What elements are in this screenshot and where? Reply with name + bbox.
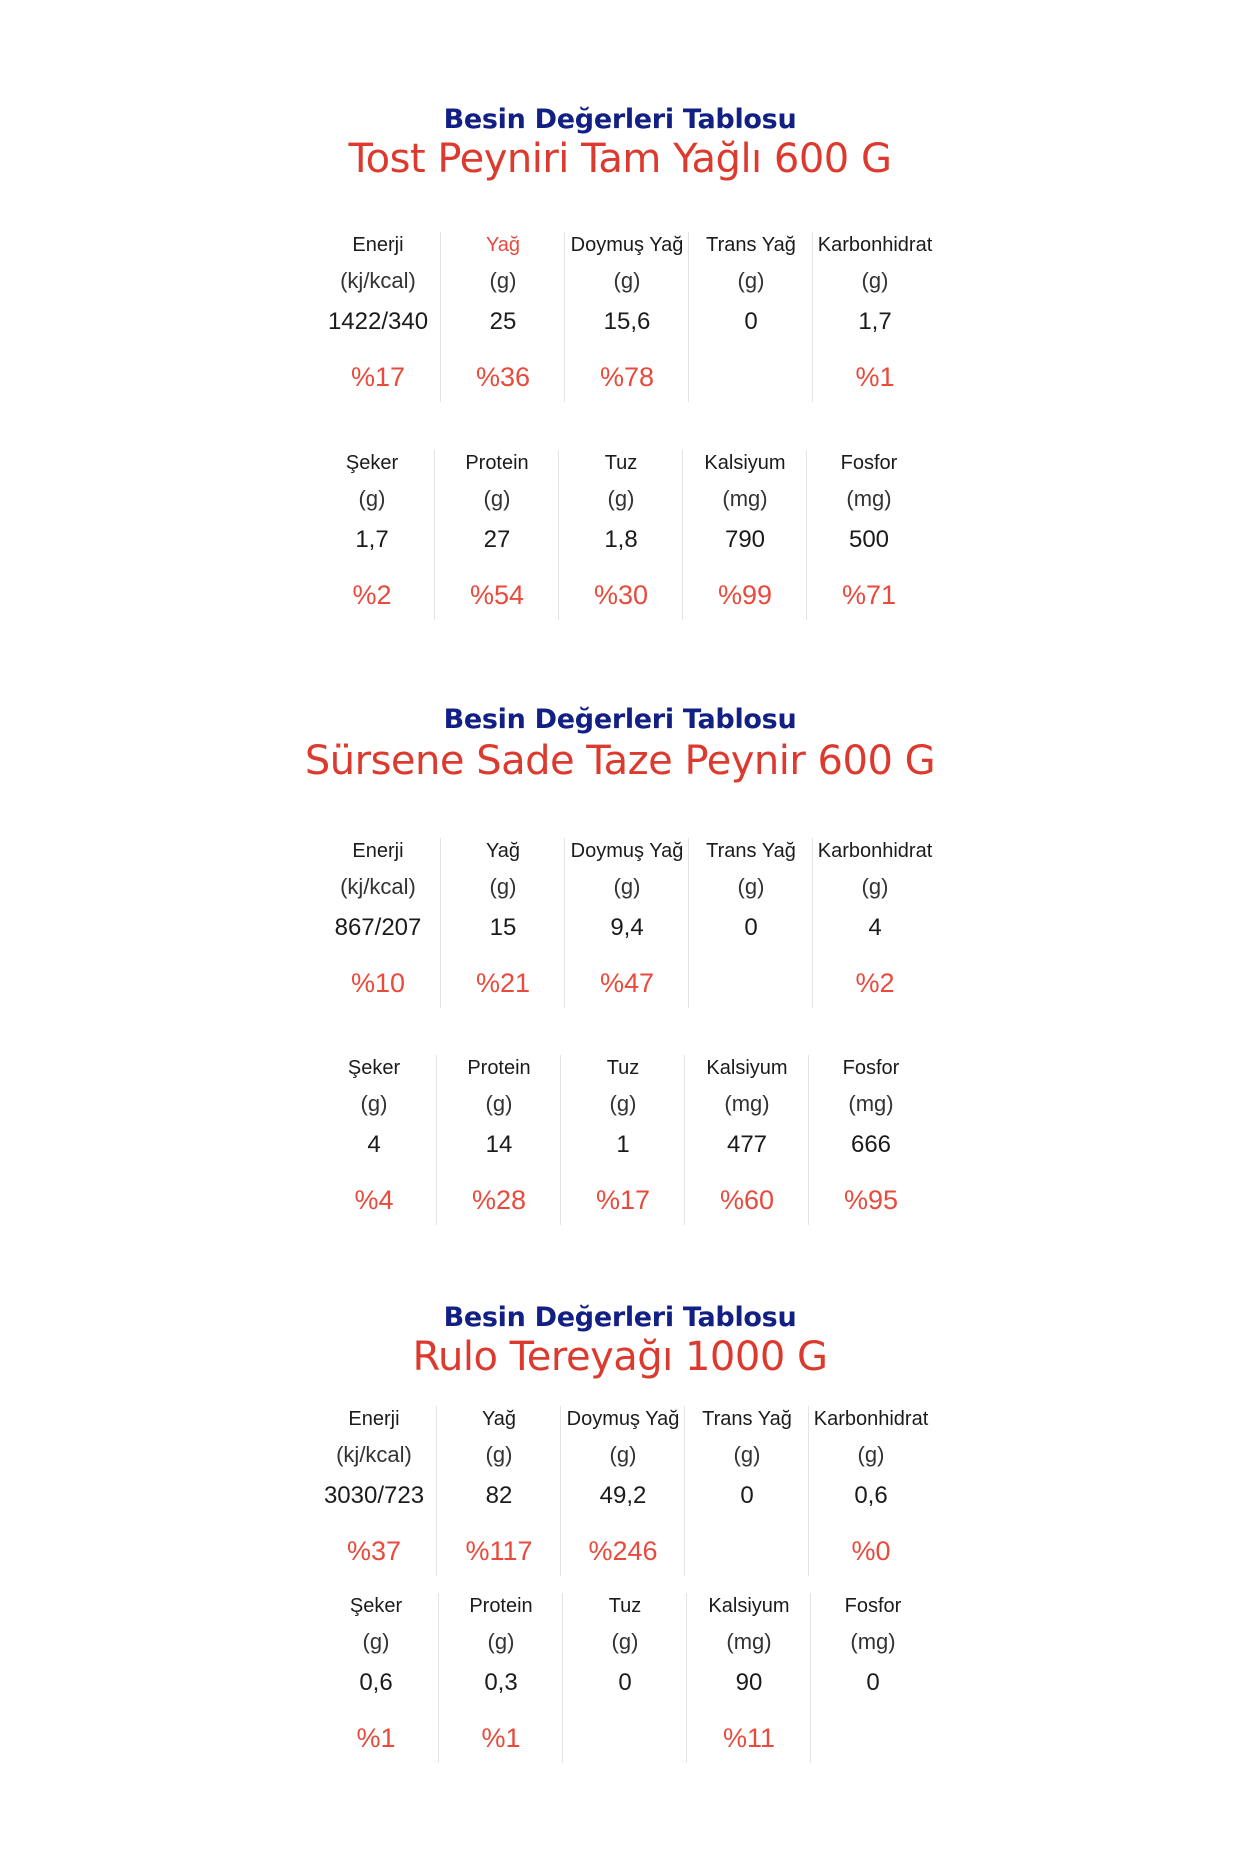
nutrient-value: 15 bbox=[489, 914, 517, 941]
nutrient-unit: (g) bbox=[609, 1442, 637, 1467]
nutrient-value: 0 bbox=[866, 1669, 880, 1696]
nutrient-value: 500 bbox=[848, 526, 890, 553]
nutrient-name: Enerji bbox=[352, 234, 404, 256]
nutrient-name: Protein bbox=[465, 452, 529, 474]
nutrient-percent: %47 bbox=[599, 968, 655, 998]
nutrient-cell-enerji bbox=[316, 232, 440, 402]
nutrient-percent: %117 bbox=[465, 1536, 533, 1566]
nutrient-value: 4 bbox=[868, 914, 882, 941]
nutrient-percent: %78 bbox=[599, 362, 655, 392]
nutrient-value: 867/207 bbox=[334, 914, 422, 941]
nutrient-percent: %95 bbox=[843, 1185, 899, 1215]
nutrient-percent: %246 bbox=[588, 1536, 658, 1566]
nutrient-cell-protein bbox=[434, 450, 559, 620]
nutrient-value: 27 bbox=[483, 526, 511, 553]
nutrient-name: Kalsiyum bbox=[704, 452, 786, 474]
nutrient-name: Karbonhidrat bbox=[817, 840, 933, 862]
nutrient-unit: (kj/kcal) bbox=[336, 1442, 412, 1467]
nutrient-cell-fosfor bbox=[806, 450, 931, 620]
nutrient-percent: %21 bbox=[475, 968, 531, 998]
nutrient-percent: %60 bbox=[719, 1185, 775, 1215]
nutrient-cell-doymus-yag bbox=[564, 232, 689, 402]
nutrient-value: 0,6 bbox=[359, 1669, 393, 1696]
nutrient-cell-protein bbox=[436, 1055, 561, 1225]
nutrient-name: Enerji bbox=[348, 1408, 400, 1430]
nutrient-unit: (g) bbox=[362, 1629, 390, 1654]
nutrient-unit: (g) bbox=[489, 874, 517, 899]
nutrient-cell-fosfor bbox=[808, 1055, 933, 1225]
nutrient-value: 49,2 bbox=[599, 1482, 647, 1509]
nutrient-value: 1,7 bbox=[355, 526, 389, 553]
nutrient-cell-fosfor bbox=[810, 1593, 935, 1763]
nutrient-value: 82 bbox=[485, 1482, 513, 1509]
nutrient-unit: (g) bbox=[609, 1091, 637, 1116]
nutrient-percent: %28 bbox=[471, 1185, 527, 1215]
nutrient-name: Fosfor bbox=[844, 1595, 902, 1617]
nutrient-value: 0 bbox=[744, 308, 758, 335]
nutrient-unit: (g) bbox=[613, 874, 641, 899]
nutrient-unit: (g) bbox=[737, 268, 765, 293]
nutrient-value: 3030/723 bbox=[323, 1482, 425, 1509]
nutrient-percent: %1 bbox=[481, 1723, 521, 1753]
nutrient-value: 790 bbox=[724, 526, 766, 553]
nutrient-percent: %1 bbox=[356, 1723, 396, 1753]
nutrient-percent: %10 bbox=[350, 968, 406, 998]
nutrient-percent: %2 bbox=[855, 968, 895, 998]
nutrient-unit: (g) bbox=[483, 486, 511, 511]
nutrient-cell-seker bbox=[314, 1593, 438, 1763]
nutrient-unit: (mg) bbox=[726, 1629, 772, 1654]
nutrient-cell-kalsiyum bbox=[686, 1593, 811, 1763]
nutrient-value: 14 bbox=[485, 1131, 513, 1158]
nutrient-percent: %37 bbox=[346, 1536, 402, 1566]
nutrient-name: Protein bbox=[469, 1595, 533, 1617]
nutrient-percent: %4 bbox=[354, 1185, 394, 1215]
nutrient-unit: (g) bbox=[358, 486, 386, 511]
nutrient-cell-doymus-yag bbox=[560, 1406, 685, 1576]
nutrient-name: Trans Yağ bbox=[706, 840, 796, 862]
nutrient-value: 1,8 bbox=[604, 526, 638, 553]
nutrient-cell-tuz bbox=[562, 1593, 687, 1763]
nutrient-unit: (g) bbox=[485, 1442, 513, 1467]
product-title: Sürsene Sade Taze Peynir 600 G bbox=[304, 738, 936, 784]
nutrient-percent: %1 bbox=[855, 362, 895, 392]
nutrient-percent: %0 bbox=[851, 1536, 891, 1566]
nutrient-percent: %54 bbox=[469, 580, 525, 610]
nutrient-unit: (mg) bbox=[722, 486, 768, 511]
nutrient-name: Trans Yağ bbox=[706, 234, 796, 256]
nutrient-value: 15,6 bbox=[603, 308, 651, 335]
nutrient-unit: (g) bbox=[733, 1442, 761, 1467]
nutrient-name: Trans Yağ bbox=[702, 1408, 792, 1430]
table-supertitle: Besin Değerleri Tablosu bbox=[443, 704, 797, 735]
nutrient-percent: %17 bbox=[350, 362, 406, 392]
nutrient-value: 1,7 bbox=[858, 308, 892, 335]
nutrient-unit: (g) bbox=[737, 874, 765, 899]
nutrient-name: Tuz bbox=[604, 452, 638, 474]
nutrient-cell-enerji bbox=[316, 838, 440, 1008]
nutrient-percent: %30 bbox=[593, 580, 649, 610]
nutrient-unit: (g) bbox=[607, 486, 635, 511]
nutrient-cell-yag bbox=[436, 1406, 561, 1576]
nutrient-name: Yağ bbox=[485, 840, 521, 862]
nutrient-unit: (g) bbox=[861, 874, 889, 899]
nutrient-value: 0,3 bbox=[484, 1669, 518, 1696]
nutrient-unit: (g) bbox=[611, 1629, 639, 1654]
nutrient-unit: (g) bbox=[485, 1091, 513, 1116]
nutrient-unit: (mg) bbox=[848, 1091, 894, 1116]
nutrient-unit: (g) bbox=[489, 268, 517, 293]
product-title: Rulo Tereyağı 1000 G bbox=[412, 1334, 828, 1380]
nutrient-cell-seker bbox=[312, 1055, 436, 1225]
nutrient-cell-karbonhidrat bbox=[808, 1406, 933, 1576]
nutrient-cell-doymus-yag bbox=[564, 838, 689, 1008]
nutrient-cell-yag bbox=[440, 232, 565, 402]
nutrient-value: 1422/340 bbox=[327, 308, 429, 335]
nutrient-value: 25 bbox=[489, 308, 517, 335]
nutrient-unit: (g) bbox=[857, 1442, 885, 1467]
nutrient-name: Doymuş Yağ bbox=[570, 840, 684, 862]
nutrient-cell-protein bbox=[438, 1593, 563, 1763]
nutrient-unit: (mg) bbox=[850, 1629, 896, 1654]
nutrient-unit: (g) bbox=[360, 1091, 388, 1116]
nutrient-cell-trans-yag bbox=[684, 1406, 809, 1576]
nutrient-value: 477 bbox=[726, 1131, 768, 1158]
nutrient-cell-trans-yag bbox=[688, 838, 813, 1008]
nutrient-name: Fosfor bbox=[840, 452, 898, 474]
nutrient-name: Şeker bbox=[345, 452, 399, 474]
nutrient-name: Karbonhidrat bbox=[813, 1408, 929, 1430]
nutrient-percent: %2 bbox=[352, 580, 392, 610]
nutrient-cell-yag bbox=[440, 838, 565, 1008]
nutrient-name: Karbonhidrat bbox=[817, 234, 933, 256]
nutrient-cell-karbonhidrat bbox=[812, 838, 937, 1008]
nutrient-name: Kalsiyum bbox=[706, 1057, 788, 1079]
nutrient-value: 4 bbox=[367, 1131, 381, 1158]
table-supertitle: Besin Değerleri Tablosu bbox=[443, 104, 797, 135]
nutrient-value: 0,6 bbox=[854, 1482, 888, 1509]
nutrient-cell-tuz bbox=[560, 1055, 685, 1225]
nutrient-name: Protein bbox=[467, 1057, 531, 1079]
nutrient-name: Şeker bbox=[349, 1595, 403, 1617]
nutrient-name: Yağ bbox=[485, 234, 521, 256]
nutrient-unit: (mg) bbox=[846, 486, 892, 511]
nutrient-value: 0 bbox=[744, 914, 758, 941]
nutrient-value: 9,4 bbox=[610, 914, 644, 941]
nutrient-unit: (g) bbox=[613, 268, 641, 293]
nutrient-cell-kalsiyum bbox=[684, 1055, 809, 1225]
nutrient-percent: %71 bbox=[841, 580, 897, 610]
nutrient-cell-kalsiyum bbox=[682, 450, 807, 620]
nutrient-unit: (g) bbox=[861, 268, 889, 293]
nutrient-percent: %11 bbox=[722, 1723, 776, 1753]
nutrient-cell-tuz bbox=[558, 450, 683, 620]
nutrient-value: 90 bbox=[735, 1669, 763, 1696]
nutrient-cell-trans-yag bbox=[688, 232, 813, 402]
nutrient-unit: (mg) bbox=[724, 1091, 770, 1116]
nutrient-name: Fosfor bbox=[842, 1057, 900, 1079]
nutrient-name: Enerji bbox=[352, 840, 404, 862]
nutrient-name: Şeker bbox=[347, 1057, 401, 1079]
nutrient-cell-seker bbox=[310, 450, 434, 620]
nutrient-name: Doymuş Yağ bbox=[566, 1408, 680, 1430]
product-title: Tost Peyniri Tam Yağlı 600 G bbox=[348, 136, 892, 182]
nutrient-name: Tuz bbox=[608, 1595, 642, 1617]
nutrient-unit: (g) bbox=[487, 1629, 515, 1654]
nutrient-percent: %36 bbox=[475, 362, 531, 392]
nutrient-name: Yağ bbox=[481, 1408, 517, 1430]
nutrient-cell-karbonhidrat bbox=[812, 232, 937, 402]
nutrient-unit: (kj/kcal) bbox=[340, 268, 416, 293]
nutrient-name: Kalsiyum bbox=[708, 1595, 790, 1617]
nutrient-percent: %99 bbox=[717, 580, 773, 610]
nutrient-percent: %17 bbox=[595, 1185, 651, 1215]
nutrient-value: 0 bbox=[740, 1482, 754, 1509]
nutrient-value: 666 bbox=[850, 1131, 892, 1158]
nutrient-cell-enerji bbox=[312, 1406, 436, 1576]
nutrient-name: Doymuş Yağ bbox=[570, 234, 684, 256]
table-supertitle: Besin Değerleri Tablosu bbox=[443, 1302, 797, 1333]
nutrient-value: 1 bbox=[616, 1131, 630, 1158]
nutrient-name: Tuz bbox=[606, 1057, 640, 1079]
nutrient-value: 0 bbox=[618, 1669, 632, 1696]
nutrient-unit: (kj/kcal) bbox=[340, 874, 416, 899]
